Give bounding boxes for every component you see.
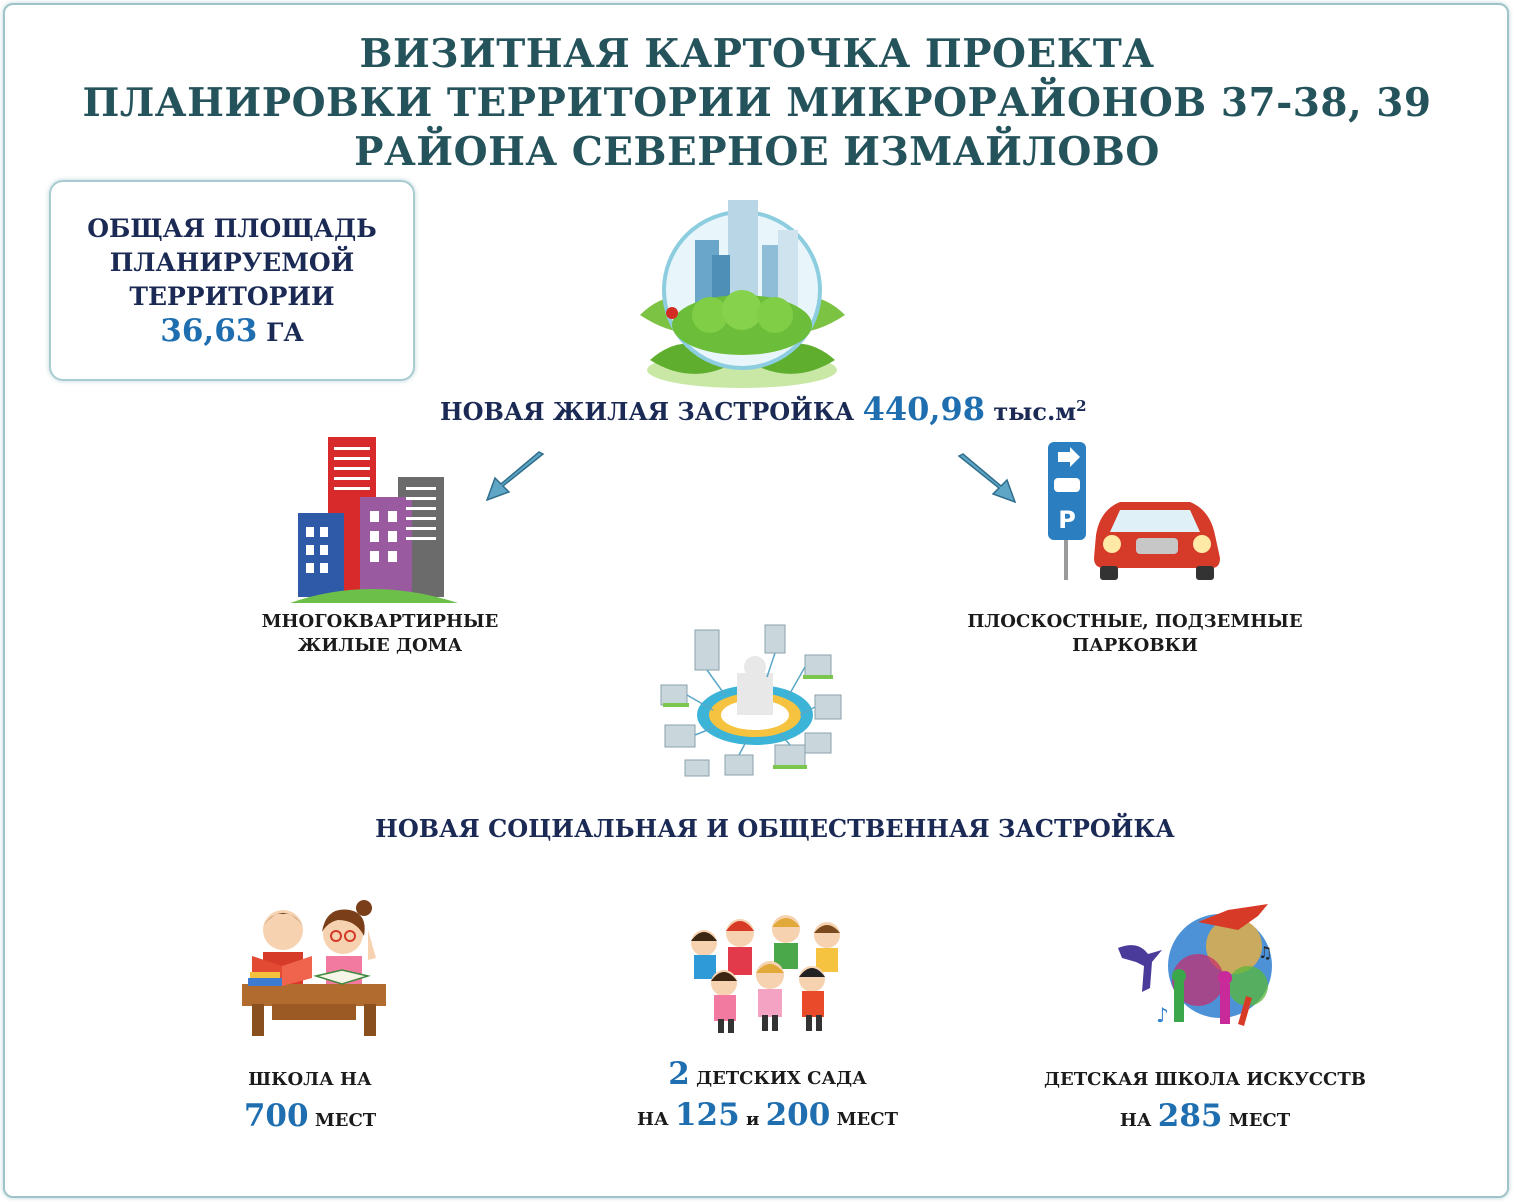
parking-line-1: ПЛОСКОСТНЫЕ, ПОДЗЕМНЫЕ [967, 611, 1303, 632]
kindergartens-count: 2 [668, 1056, 690, 1092]
art-school-value: 285 [1157, 1098, 1223, 1134]
arrow-down-left-icon [485, 450, 547, 502]
kindergartens-prefix: НА [637, 1109, 669, 1130]
title-line-3: РАЙОНА СЕВЕРНОЕ ИЗМАЙЛОВО [354, 129, 1160, 175]
art-school-icon [1108, 900, 1278, 1035]
kindergarten-children-icon [682, 905, 852, 1035]
area-line-3: ТЕРРИТОРИИ [129, 282, 335, 311]
area-line-1: ОБЩАЯ ПЛОЩАДЬ [87, 214, 377, 243]
art-school-stat [1015, 1062, 1395, 1139]
kindergartens-stat [560, 1056, 975, 1138]
kindergartens-value-1: 125 [674, 1097, 740, 1133]
total-area-box [49, 180, 415, 381]
svg-text:♫: ♫ [1258, 943, 1273, 962]
art-school-prefix: НА [1119, 1110, 1152, 1131]
title-line-2: ПЛАНИРОВКИ ТЕРРИТОРИИ МИКРОРАЙОНОВ 37-38, 39 [82, 80, 1432, 126]
residential-value: 440,98 [862, 390, 986, 428]
social-label: НОВАЯ СОЦИАЛЬНАЯ И ОБЩЕСТВЕННАЯ ЗАСТРОЙКА [375, 814, 1175, 843]
residential-unit: тыс.м [993, 397, 1077, 426]
area-line-2: ПЛАНИРУЕМОЙ [109, 248, 355, 277]
school-value: 700 [243, 1098, 309, 1134]
kindergartens-unit: МЕСТ [836, 1109, 898, 1130]
residential-heading [440, 390, 1087, 428]
parking-sign-letter: P [1058, 506, 1076, 534]
area-value-row [51, 314, 413, 350]
area-value: 36,63 [160, 313, 258, 349]
kindergartens-line-2 [560, 1097, 975, 1138]
title-line-1: ВИЗИТНАЯ КАРТОЧКА ПРОЕКТА [359, 31, 1155, 77]
school-unit: МЕСТ [314, 1110, 377, 1131]
school-line-1: ШКОЛА НА [248, 1069, 372, 1090]
art-school-value-row [1015, 1098, 1395, 1139]
svg-text:♪: ♪ [1156, 1003, 1169, 1027]
residential-unit-sup: 2 [1076, 397, 1087, 415]
kindergartens-conj: и [745, 1109, 760, 1130]
kindergartens-line-1 [560, 1056, 975, 1097]
area-unit: ГА [266, 318, 304, 347]
page-title [0, 30, 1514, 177]
residential-label: НОВАЯ ЖИЛАЯ ЗАСТРОЙКА [440, 397, 855, 426]
social-infrastructure-icon [655, 615, 855, 785]
apartments-line-2: ЖИЛЫЕ ДОМА [297, 635, 463, 656]
art-school-line-1: ДЕТСКАЯ ШКОЛА ИСКУССТВ [1044, 1069, 1366, 1090]
school-children-icon [238, 900, 390, 1038]
apartment-buildings-icon [290, 435, 460, 605]
eco-city-icon [630, 185, 855, 395]
social-heading [0, 814, 1514, 843]
apartments-line-1: МНОГОКВАРТИРНЫЕ [261, 611, 499, 632]
school-stat [160, 1062, 460, 1139]
parking-car-icon [1040, 440, 1225, 585]
parking-line-2: ПАРКОВКИ [1072, 635, 1198, 656]
parking-label [955, 610, 1315, 658]
apartments-label [230, 610, 530, 658]
school-value-row [160, 1098, 460, 1139]
kindergartens-value-2: 200 [765, 1097, 831, 1133]
arrow-down-right-icon [955, 452, 1017, 504]
kindergartens-label: ДЕТСКИХ САДА [696, 1068, 867, 1089]
art-school-unit: МЕСТ [1228, 1110, 1291, 1131]
